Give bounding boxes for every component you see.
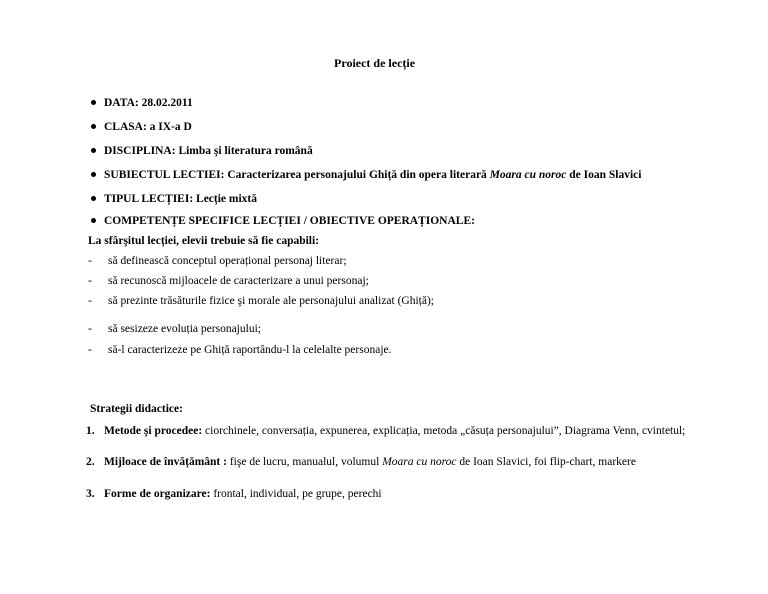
- strategy-work-title: Moara cu noroc: [382, 456, 457, 468]
- strategy-number: 1.: [86, 425, 95, 437]
- objective-item: să-l caracterizeze pe Ghiță raportându-l la celelalte personaje.: [108, 344, 392, 356]
- objectives-intro: La sfârşitul lecției, elevii trebuie să fie capabili:: [88, 235, 320, 247]
- objective-item: să recunoscă mijloacele de caracterizare a unui personaj;: [108, 275, 369, 287]
- dash-marker: -: [88, 255, 92, 267]
- bullet-marker: [91, 124, 96, 129]
- bullet-discipline: DISCIPLINA: Limba şi literatura română: [104, 145, 313, 157]
- subject-work-title: Moara cu noroc: [489, 169, 567, 181]
- bullet-date: DATA: 28.02.2011: [104, 97, 193, 109]
- strategy-methods: [104, 424, 685, 438]
- bullet-marker: [91, 218, 96, 223]
- strategy-forms: [104, 487, 382, 501]
- objective-item: să sesizeze evoluția personajului;: [108, 323, 261, 335]
- strategy-number: 2.: [86, 456, 95, 468]
- bullet-marker: [91, 196, 96, 201]
- dash-marker: -: [88, 344, 92, 356]
- bullet-lesson-type: TIPUL LECȚIEI: Lecție mixtă: [104, 193, 258, 205]
- bullet-class: CLASA: a IX-a D: [104, 121, 192, 133]
- strategy-label: Metode şi procedee:: [104, 425, 203, 437]
- subject-label: SUBIECTUL LECTIEI: Caracterizarea personajului Ghiță din opera literară: [104, 169, 490, 181]
- strategy-text: ciorchinele, conversația, expunerea, explicația, metoda „căsuța personajului”, Diagrama Venn, cvintetul;: [202, 425, 686, 437]
- bullet-marker: [91, 100, 96, 105]
- dash-marker: -: [88, 323, 92, 335]
- subject-author: de Ioan Slavici: [566, 169, 642, 181]
- objective-item: să prezinte trăsăturile fizice şi morale ale personajului analizat (Ghiță);: [108, 295, 435, 307]
- strategy-text: frontal, individual, pe grupe, perechi: [210, 488, 382, 500]
- strategies-heading: Strategii didactice:: [90, 403, 183, 415]
- bullet-marker: [91, 148, 96, 153]
- strategy-label: Mijloace de învățământ :: [104, 456, 227, 468]
- strategy-text: fişe de lucru, manualul, volumul: [226, 456, 383, 468]
- bullet-subject: [104, 168, 641, 182]
- dash-marker: -: [88, 295, 92, 307]
- objective-item: să definească conceptul operațional personaj literar;: [108, 255, 347, 267]
- page-title: Proiect de lecție: [334, 56, 416, 70]
- strategy-label: Forme de organizare:: [104, 488, 211, 500]
- bullet-marker: [91, 172, 96, 177]
- dash-marker: -: [88, 275, 92, 287]
- strategy-means: [104, 455, 636, 469]
- strategy-text-suffix: de Ioan Slavici, foi flip-chart, markere: [456, 456, 636, 468]
- bullet-competences: COMPETENȚE SPECIFICE LECȚIEI / OBIECTIVE OPERAȚIONALE:: [104, 215, 475, 227]
- strategy-number: 3.: [86, 488, 95, 500]
